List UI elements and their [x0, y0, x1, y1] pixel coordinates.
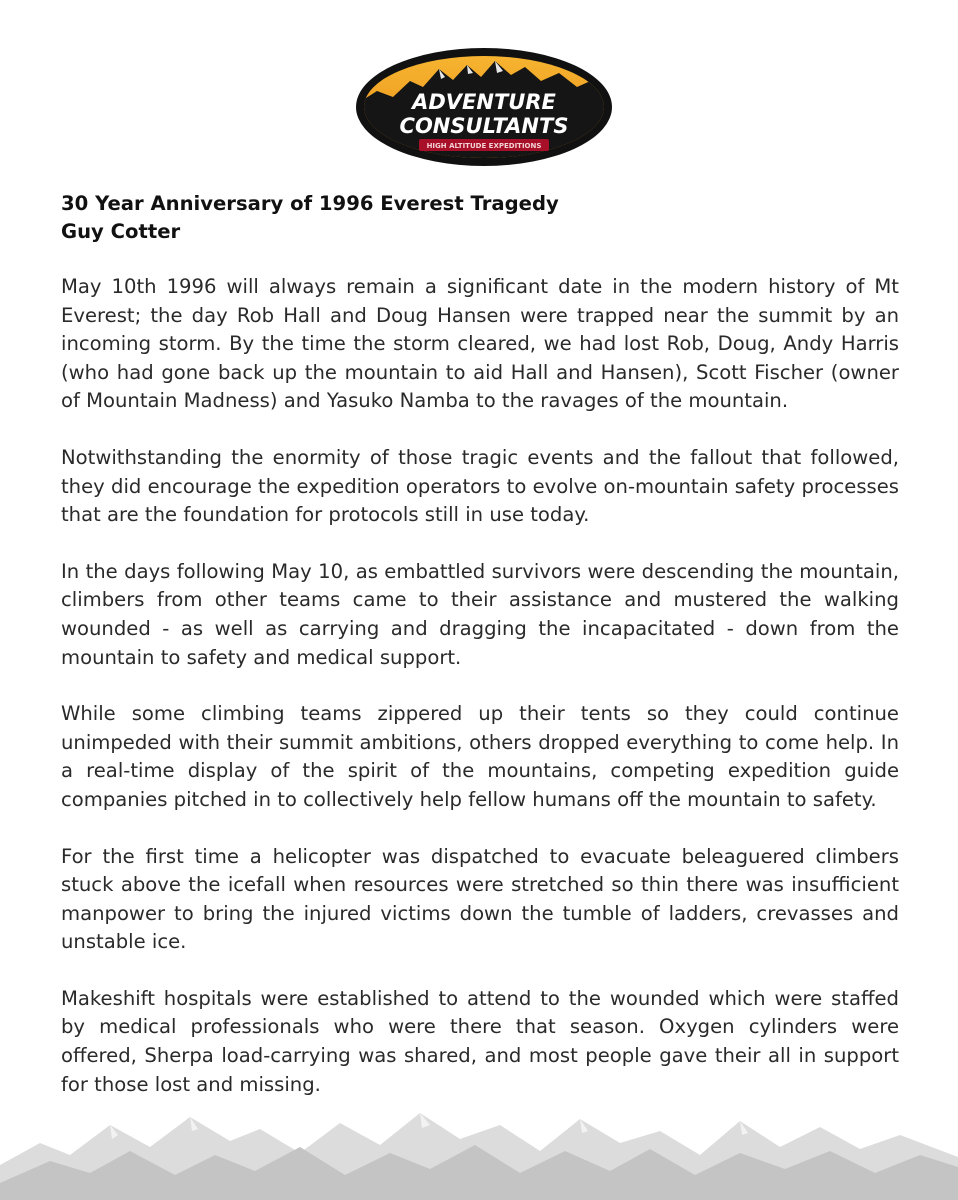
document-author: Guy Cotter — [61, 220, 181, 243]
paragraph-5: For the first time a helicopter was dispatched to evacuate beleaguered climbers stuck above the icefall when resources were stretched so thin there was insufficient manpower to bring the injured victims down the tumble of ladders, crevasses and unstable ice. — [61, 844, 899, 954]
paragraph-6: Makeshift hospitals were established to attend to the wounded which were staffed by medical professionals who were there that season. Oxygen cylinders were offered, Sherpa load-carrying was shared, and most people gave their all in support for those lost and missing. — [61, 986, 899, 1096]
document-title: 30 Year Anniversary of 1996 Everest Tragedy — [61, 192, 559, 215]
paragraph-1: May 10th 1996 will always remain a significant date in the modern history of Mt Everest; the day Rob Hall and Doug Hansen were trapped near the summit by an incoming storm. By the time the storm cleared, we had lost Rob, Doug, Andy Harris (who had gone back up the mountain to aid Hall and Hansen), Scott Fischer (owner of Mountain Madness) and Yasuko Namba to the ravages of the mountain. — [61, 275, 899, 413]
mountain-range-watermark — [0, 1095, 958, 1200]
logo-text-adventure: ADVENTURE — [412, 90, 556, 114]
letter-header — [61, 190, 899, 246]
letter-content — [61, 190, 899, 1099]
paragraph-4: While some climbing teams zippered up their tents so they could continue unimpeded with their summit ambitions, others dropped everything to come help. In a real-time display of the spirit of the mountains, competing expedition guide companies pitched in to collectively help fellow humans off the mountain to safety. — [61, 702, 899, 811]
paragraph-3: In the days following May 10, as embattled survivors were descending the mountain, climbers from other teams came to their assistance and mustered the walking wounded - as well as carrying and dragging the incapacitated - down from the mountain to safety and medical support. — [61, 559, 899, 669]
paragraph-2: Notwithstanding the enormity of those tragic events and the fallout that followed, they did encourage the expedition operators to evolve on-mountain safety processes that are the foundation for protocols still in use today. — [61, 445, 899, 527]
logo-text-consultants: CONSULTANTS — [399, 114, 569, 138]
adventure-consultants-logo — [355, 47, 613, 167]
logo-tagline: HIGH ALTITUDE EXPEDITIONS — [426, 142, 542, 150]
